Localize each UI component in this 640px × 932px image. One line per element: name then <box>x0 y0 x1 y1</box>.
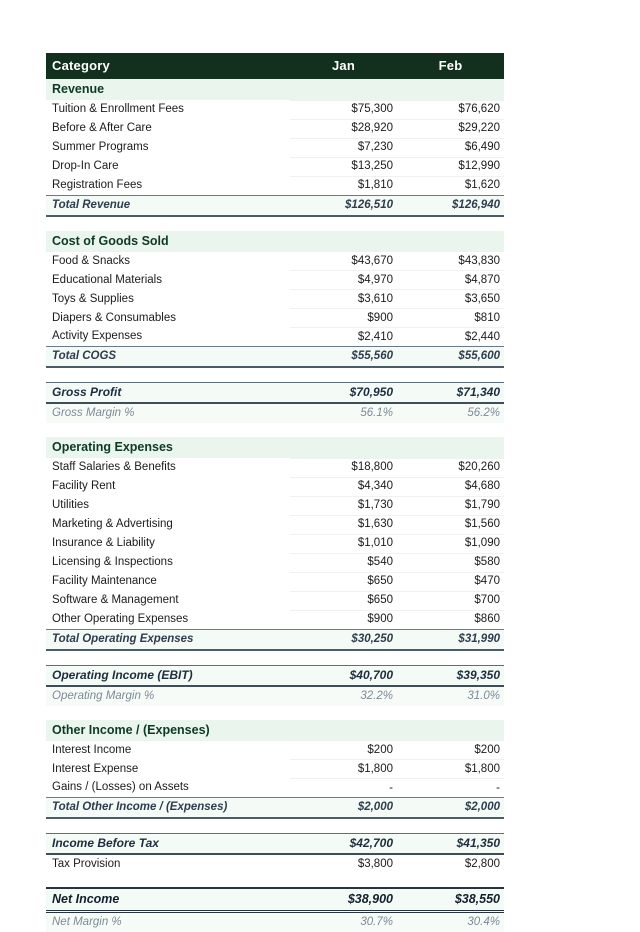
table-row <box>46 779 504 798</box>
row-value-feb: $1,090 <box>397 534 504 553</box>
table-row <box>46 553 504 572</box>
table-row <box>46 591 504 610</box>
row-value-jan: $40,700 <box>290 665 397 686</box>
section-label: Cost of Goods Sold <box>46 231 290 252</box>
row-spacer <box>46 873 504 888</box>
total-row-cogs <box>46 347 504 368</box>
table-row <box>46 477 504 496</box>
table-row <box>46 157 504 176</box>
row-value-feb: $29,220 <box>397 119 504 138</box>
row-spacer <box>46 367 504 383</box>
row-value-jan: $1,810 <box>290 176 397 195</box>
table-row <box>46 572 504 591</box>
row-value-feb: $39,350 <box>397 665 504 686</box>
section-heading-cogs <box>46 231 504 252</box>
row-label: Toys & Supplies <box>46 290 290 309</box>
row-value-feb: $3,650 <box>397 290 504 309</box>
row-label: Total COGS <box>46 347 290 368</box>
row-label: Facility Rent <box>46 477 290 496</box>
row-value-jan: $42,700 <box>290 834 397 855</box>
row-value-jan: $2,410 <box>290 328 397 347</box>
row-value-jan: - <box>290 779 397 798</box>
row-value-jan: $200 <box>290 741 397 760</box>
table-header-row <box>46 53 504 79</box>
total-row-other-income <box>46 798 504 819</box>
total-row-net-income <box>46 888 504 912</box>
row-spacer <box>46 706 504 720</box>
row-value-jan: $540 <box>290 553 397 572</box>
row-label: Gross Margin % <box>46 403 290 423</box>
section-heading-other-income <box>46 720 504 741</box>
row-value-jan: $2,000 <box>290 798 397 819</box>
row-value-feb: $76,620 <box>397 100 504 119</box>
row-label: Drop-In Care <box>46 157 290 176</box>
total-row-operating-expenses <box>46 629 504 650</box>
row-value-feb: $860 <box>397 610 504 629</box>
row-label: Operating Margin % <box>46 686 290 706</box>
row-value-feb: - <box>397 779 504 798</box>
table-row <box>46 309 504 328</box>
row-value-jan: $3,800 <box>290 854 397 873</box>
row-value-feb: 31.0% <box>397 686 504 706</box>
row-value-jan: $7,230 <box>290 138 397 157</box>
row-label: Interest Expense <box>46 760 290 779</box>
row-value-feb: $1,790 <box>397 496 504 515</box>
row-value-jan: $4,340 <box>290 477 397 496</box>
table-row <box>46 119 504 138</box>
row-label: Educational Materials <box>46 271 290 290</box>
row-value-feb: $6,490 <box>397 138 504 157</box>
row-value-feb: 30.4% <box>397 912 504 932</box>
table-row <box>46 252 504 271</box>
row-value-feb: $43,830 <box>397 252 504 271</box>
row-label: Tax Provision <box>46 854 290 873</box>
row-label: Interest Income <box>46 741 290 760</box>
row-value-jan: $18,800 <box>290 458 397 477</box>
row-label: Utilities <box>46 496 290 515</box>
row-value-jan: $900 <box>290 610 397 629</box>
row-label: Gains / (Losses) on Assets <box>46 779 290 798</box>
row-label: Net Margin % <box>46 912 290 932</box>
row-value-jan: 32.2% <box>290 686 397 706</box>
row-value-jan: 56.1% <box>290 403 397 423</box>
subtotal-row-gross-profit <box>46 383 504 404</box>
row-value-jan: $650 <box>290 591 397 610</box>
row-value-feb: $31,990 <box>397 629 504 650</box>
row-spacer <box>46 818 504 834</box>
margin-row-operating <box>46 686 504 706</box>
table-row <box>46 176 504 195</box>
row-value-jan: $75,300 <box>290 100 397 119</box>
margin-row-net <box>46 912 504 932</box>
row-label: Diapers & Consumables <box>46 309 290 328</box>
row-value-jan: $1,730 <box>290 496 397 515</box>
total-row-revenue <box>46 195 504 216</box>
row-label: Marketing & Advertising <box>46 515 290 534</box>
row-value-feb: $2,440 <box>397 328 504 347</box>
row-value-feb: $470 <box>397 572 504 591</box>
row-spacer <box>46 423 504 437</box>
row-value-jan: $900 <box>290 309 397 328</box>
row-label: Income Before Tax <box>46 834 290 855</box>
row-value-feb: $41,350 <box>397 834 504 855</box>
column-header-feb: Feb <box>397 53 504 79</box>
row-value-jan: $126,510 <box>290 195 397 216</box>
table-row-tax-provision <box>46 854 504 873</box>
table-row <box>46 271 504 290</box>
column-header-category: Category <box>46 53 290 79</box>
row-label: Activity Expenses <box>46 328 290 347</box>
row-value-jan: $30,250 <box>290 629 397 650</box>
table-row <box>46 515 504 534</box>
table-row <box>46 534 504 553</box>
row-value-feb: $700 <box>397 591 504 610</box>
profit-and-loss-table <box>46 53 504 932</box>
row-label: Insurance & Liability <box>46 534 290 553</box>
row-value-jan: $1,010 <box>290 534 397 553</box>
row-label: Food & Snacks <box>46 252 290 271</box>
row-value-jan: $13,250 <box>290 157 397 176</box>
row-value-feb: $12,990 <box>397 157 504 176</box>
row-value-feb: 56.2% <box>397 403 504 423</box>
row-label: Other Operating Expenses <box>46 610 290 629</box>
row-label: Tuition & Enrollment Fees <box>46 100 290 119</box>
row-label: Summer Programs <box>46 138 290 157</box>
table-row <box>46 610 504 629</box>
row-value-jan: $650 <box>290 572 397 591</box>
row-value-feb: $55,600 <box>397 347 504 368</box>
row-spacer <box>46 216 504 231</box>
row-value-feb: $1,800 <box>397 760 504 779</box>
row-value-jan: $28,920 <box>290 119 397 138</box>
row-label: Facility Maintenance <box>46 572 290 591</box>
row-value-feb: $1,620 <box>397 176 504 195</box>
subtotal-row-operating-income <box>46 665 504 686</box>
row-label: Total Revenue <box>46 195 290 216</box>
row-value-feb: $200 <box>397 741 504 760</box>
row-label: Licensing & Inspections <box>46 553 290 572</box>
row-label: Staff Salaries & Benefits <box>46 458 290 477</box>
row-spacer <box>46 650 504 666</box>
row-value-feb: $1,560 <box>397 515 504 534</box>
row-label: Operating Income (EBIT) <box>46 665 290 686</box>
row-value-feb: $4,870 <box>397 271 504 290</box>
row-value-jan: $70,950 <box>290 383 397 404</box>
row-label: Registration Fees <box>46 176 290 195</box>
row-label: Total Other Income / (Expenses) <box>46 798 290 819</box>
row-label: Net Income <box>46 888 290 912</box>
row-value-feb: $4,680 <box>397 477 504 496</box>
table-row <box>46 741 504 760</box>
row-value-feb: $580 <box>397 553 504 572</box>
row-label: Before & After Care <box>46 119 290 138</box>
row-value-feb: $126,940 <box>397 195 504 216</box>
margin-row-gross <box>46 403 504 423</box>
row-value-jan: $1,630 <box>290 515 397 534</box>
section-heading-operating-expenses <box>46 437 504 458</box>
row-value-feb: $71,340 <box>397 383 504 404</box>
row-value-jan: $3,610 <box>290 290 397 309</box>
row-value-jan: $43,670 <box>290 252 397 271</box>
table-row <box>46 458 504 477</box>
section-label: Operating Expenses <box>46 437 290 458</box>
section-label: Other Income / (Expenses) <box>46 720 290 741</box>
row-value-jan: $38,900 <box>290 888 397 912</box>
section-heading-revenue <box>46 79 504 100</box>
section-label: Revenue <box>46 79 290 100</box>
row-value-jan: $1,800 <box>290 760 397 779</box>
table-row <box>46 290 504 309</box>
row-value-feb: $38,550 <box>397 888 504 912</box>
row-value-feb: $810 <box>397 309 504 328</box>
column-header-jan: Jan <box>290 53 397 79</box>
table-row <box>46 496 504 515</box>
row-value-jan: $55,560 <box>290 347 397 368</box>
table-row <box>46 138 504 157</box>
row-label: Software & Management <box>46 591 290 610</box>
table-row <box>46 760 504 779</box>
row-label: Total Operating Expenses <box>46 629 290 650</box>
subtotal-row-income-before-tax <box>46 834 504 855</box>
table-row <box>46 328 504 347</box>
row-label: Gross Profit <box>46 383 290 404</box>
row-value-feb: $20,260 <box>397 458 504 477</box>
row-value-jan: 30.7% <box>290 912 397 932</box>
row-value-feb: $2,000 <box>397 798 504 819</box>
table-row <box>46 100 504 119</box>
row-value-jan: $4,970 <box>290 271 397 290</box>
row-value-feb: $2,800 <box>397 854 504 873</box>
